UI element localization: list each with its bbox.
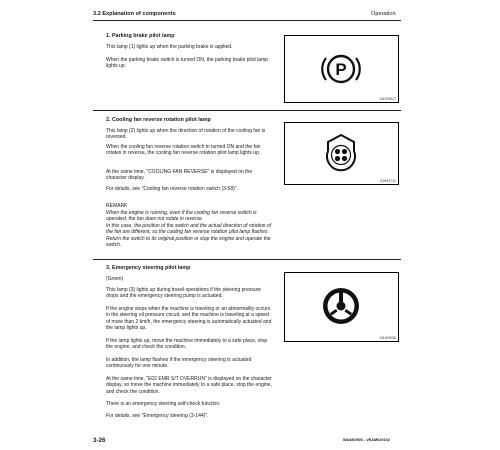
figure-code: 9JH03517 <box>379 97 396 101</box>
cooling-fan-figure <box>284 122 399 185</box>
remark-paragraph-1: When the engine is running, even if the cooling fan reverse switch is operated, the fan does not rotate in reverse. <box>106 210 257 223</box>
section-1-paragraph-1: This lamp (1) lights up when the parking brake is applied. <box>106 44 233 50</box>
section-3-paragraph-8: For details, see "Emergency steering (3-144)". <box>106 413 209 419</box>
section-3-paragraph-7: There is an emergency steering self-check function. <box>106 401 221 407</box>
section-1-paragraph-2: When the parking brake switch is turned ON, the parking brake pilot lamp lights up. <box>106 57 269 70</box>
cooling-fan-icon <box>285 123 398 184</box>
section-2-paragraph-3: At the same time, "COOLING FAN REVERSE" is displayed on the character display. <box>106 169 253 182</box>
section-3-paragraph-4: If the lamp lights up, move the machine immediately to a safe place, stop the engine, and check the condition. <box>106 338 268 351</box>
figure-code: 9JH03056 <box>379 336 396 340</box>
footer-model: WA480/500 - VEAM620102 <box>343 438 390 442</box>
section-1-heading: 1. Parking brake pilot lamp <box>106 33 175 39</box>
section-3-paragraph-3: If the engine stops when the machine is traveling or an abnormality occurs in the steering oil pressure circuit, and the machine is traveling at a speed of more than 2 km/h, the emergency steering is automatically actuated and the lamp lights up. <box>106 306 272 331</box>
section-3-paragraph-6: At the same time, "E02 EMR S/T OVERRUN" is displayed on the character display, so move the machine immediately to a safe place, stop the engine, and check the condition. <box>106 376 272 395</box>
page-header-chapter: Operation <box>371 11 396 17</box>
section-divider-2 <box>93 259 401 260</box>
emergency-steering-icon <box>285 273 398 341</box>
emergency-steering-figure <box>284 272 399 342</box>
section-divider-1 <box>93 110 401 111</box>
parking-brake-figure <box>284 35 399 103</box>
section-3-paragraph-5: In addition, the lamp flashes if the emergency steering is actuated continuously for one minute. <box>106 357 252 370</box>
figure-code: 9JH03711 <box>379 179 396 183</box>
parking-brake-p-icon <box>285 36 398 102</box>
remark-paragraph-2: In this case, the position of the switch and the actual direction of rotation of the fan are different, so the cooling fan reverse rotation pilot lamp flashes. Return the switch to its original position or stop the engine and operate the switch. <box>106 223 272 248</box>
header-rule <box>93 20 401 21</box>
section-3-heading: 3. Emergency steering pilot lamp <box>106 265 191 271</box>
remark-label: REMARK <box>106 203 128 209</box>
section-3-paragraph-2: This lamp (3) lights up during travel operations if the steering pressure drops and the emergency steering pump is actuated. <box>106 287 262 300</box>
section-2-paragraph-4: For details, see "Cooling fan reverse rotation switch (3-58)". <box>106 186 238 192</box>
section-2-paragraph-1: This lamp (2) lights up when the direction of rotation of the cooling fan is reversed. <box>106 128 266 141</box>
page-header-section: 3.2 Explanation of components <box>93 11 176 17</box>
svg-text:P: P <box>335 60 347 79</box>
section-3-paragraph-1: (Green) <box>106 276 124 282</box>
footer-page-number: 3-26 <box>93 437 106 444</box>
section-2-paragraph-2: When the cooling fan reverse rotation switch in turned ON and the fan rotates in reverse, the cooling fan reverse rotation pilot lamp lights up. <box>106 144 261 157</box>
section-2-heading: 2. Cooling fan reverse rotation pilot lamp <box>106 117 211 123</box>
